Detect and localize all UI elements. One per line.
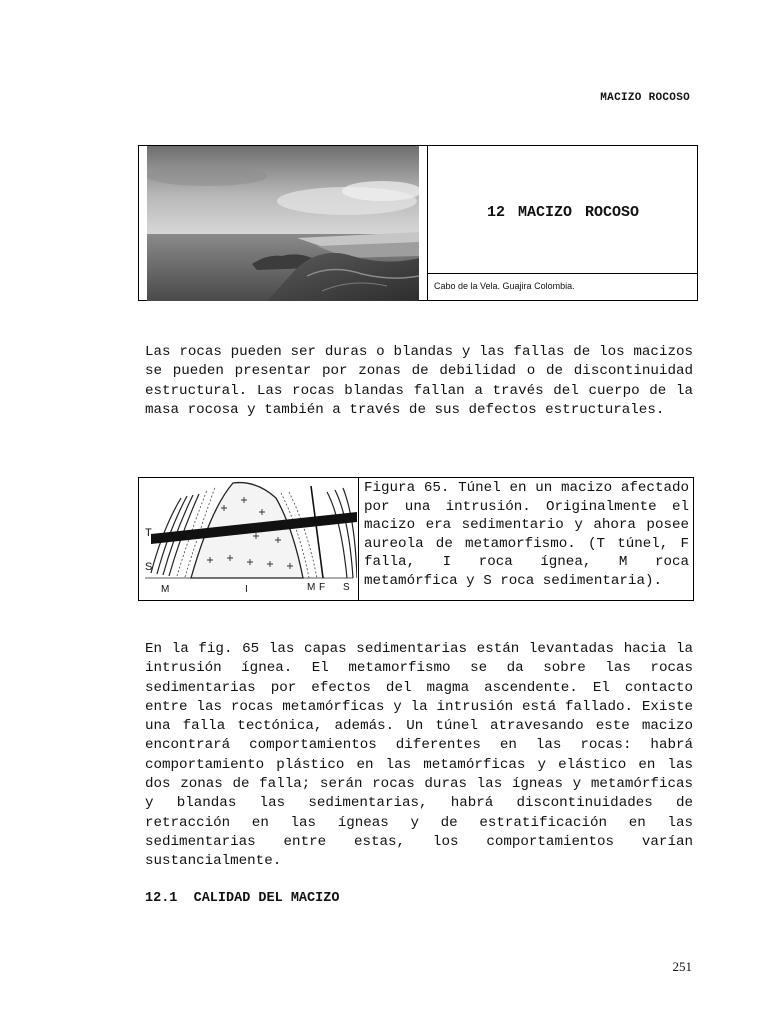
photo-caption: Cabo de la Vela. Guajira Colombia.	[434, 281, 575, 291]
sedimentary-layers-right	[327, 488, 357, 578]
label-fault: F	[319, 582, 326, 593]
fault-line	[311, 486, 323, 578]
label-metamorphic: M	[161, 584, 170, 595]
label-sedimentary-left: S	[145, 561, 153, 573]
chapter-title-box	[138, 145, 698, 301]
label-sedimentary-right: S	[343, 582, 350, 593]
paragraph-rock-failure: Las rocas pueden ser duras o blandas y las fallas de los macizos se pueden presentar por zonas de debilidad o de discontinuidad estructural. Las rocas blandas fallan a través del cuerpo de la masa rocosa y también a través de sus defectos estructurales.	[145, 344, 693, 418]
figure-caption: Figura 65. Túnel en un macizo afectado por una intrusión. Originalmente el macizo era sedimentario y ahora posee aureola de metamorfismo. (T túnel, F falla, I roca ígnea, M roca metamórfica y S roca sedimentaria).	[364, 480, 689, 589]
page-number: 251	[672, 959, 692, 974]
label-igneous: I	[245, 584, 248, 595]
label-metamorphic-right: M	[307, 582, 316, 593]
caption-divider	[427, 273, 698, 274]
figure-65-box	[138, 477, 694, 601]
label-tunnel: T	[145, 527, 152, 539]
figure-divider	[358, 478, 359, 600]
paragraph-figure-discussion: En la fig. 65 las capas sedimentarias están levantadas hacia la intrusión ígnea. El metamorfismo se da sobre las rocas sedimentarias por efectos del magma ascendente. El contacto entre las rocas metamórficas y la intrusión está fallado. Existe una falla tectónica, además. Un túnel atravesando este macizo encontrará comportamientos diferentes en las rocas: habrá comportamiento plástico en las metamórficas y elástico en las dos zonas de falla; serán rocas duras las ígneas y metamórficas y blandas las sedimentarias, habrá discontinuidades de retracción en las ígneas y de estratificación en las sedimentarias entre estas, los comportamientos varían sustancialmente.	[145, 641, 693, 870]
geologic-section-drawing	[141, 478, 357, 600]
chapter-title: 12 MACIZO ROCOSO	[486, 204, 640, 221]
coastal-landscape-photo	[147, 146, 419, 301]
running-header: MACIZO ROCOSO	[600, 92, 690, 104]
title-box-divider	[427, 146, 428, 301]
section-heading: 12.1 CALIDAD DEL MACIZO	[145, 891, 340, 906]
